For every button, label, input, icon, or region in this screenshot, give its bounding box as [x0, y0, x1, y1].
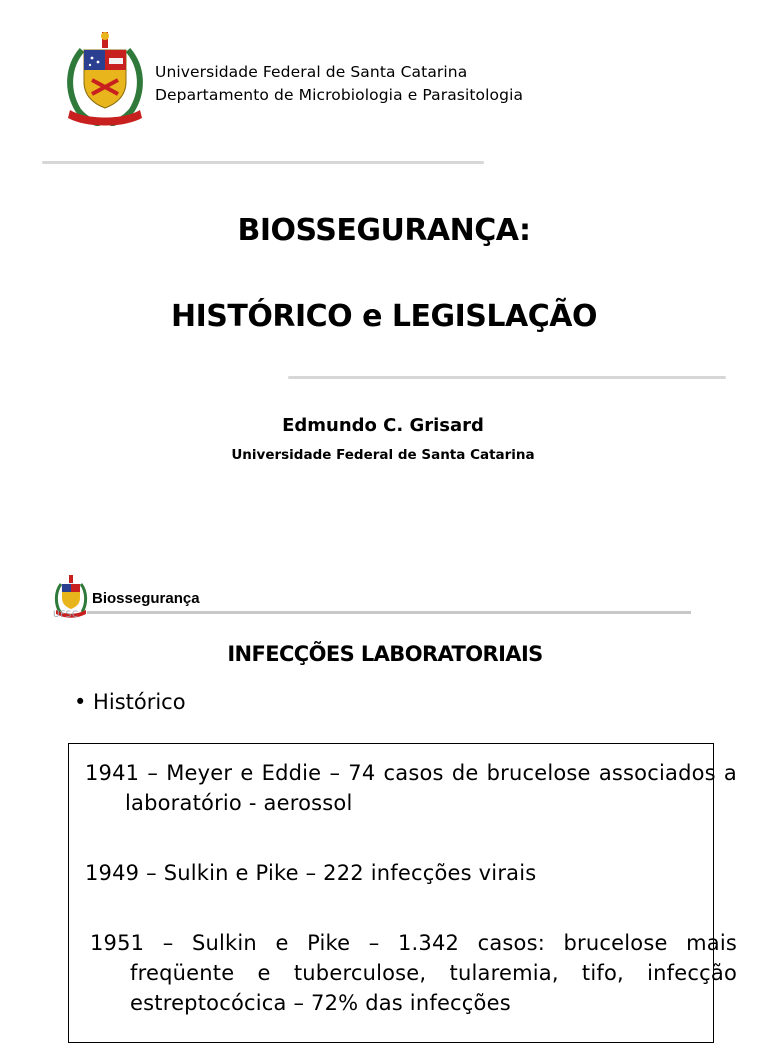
section-title: INFECÇÕES LABORATORIAIS: [227, 642, 543, 666]
history-entry-1941: 1941 – Meyer e Eddie – 74 casos de brucelose associados a laboratório - aerossol: [85, 761, 737, 815]
header-divider: [87, 611, 691, 614]
history-entry-1949: 1949 – Sulkin e Pike – 222 infecções virais: [85, 861, 537, 885]
ufsc-crest-logo: [62, 30, 148, 126]
bullet-historico: • Histórico: [74, 690, 186, 714]
author-institution: Universidade Federal de Santa Catarina: [231, 447, 535, 463]
divider-middle: [288, 376, 726, 379]
slide-header: Biossegurança: [92, 590, 200, 607]
ufsc-logo-caption: UFSC: [53, 610, 79, 620]
department-name: Departamento de Microbiologia e Parasitologia: [155, 86, 524, 104]
author-name: Edmundo C. Grisard: [282, 415, 484, 436]
presentation-title-line1: BIOSSEGURANÇA:: [237, 213, 531, 248]
history-entry-1951: 1951 – Sulkin e Pike – 1.342 casos: brucelose mais freqüente e tuberculose, tularemia, tifo, infecção estreptocócica – 72% das infecções: [90, 931, 737, 1015]
presentation-title-line2: HISTÓRICO e LEGISLAÇÃO: [171, 299, 597, 334]
history-box: [68, 743, 737, 1043]
divider-top: [42, 161, 484, 164]
institution-name: Universidade Federal de Santa Catarina: [155, 63, 468, 81]
